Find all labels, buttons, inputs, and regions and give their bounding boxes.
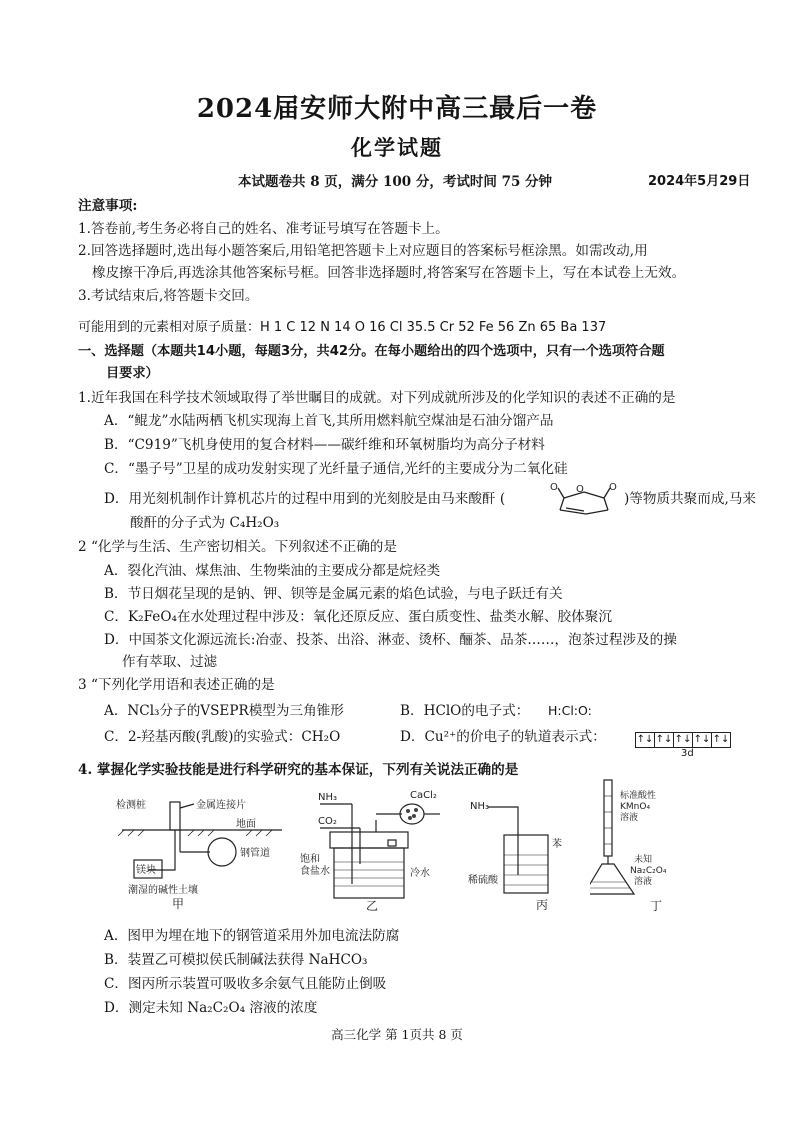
q4-stem: 4. 掌握化学实验技能是进行科学研究的基本保证，下列有关说法正确的是 (78, 762, 519, 778)
exam-date: 2024年5月29日 (648, 174, 751, 189)
q4-option-b: B．装置乙可模拟侯氏制碱法获得 NaHCO₃ (104, 952, 368, 968)
q2-option-a: A．裂化汽油、煤焦油、生物柴油的主要成分都是烷烃类 (104, 563, 441, 579)
fig-yi-label-1: NH₃ (318, 792, 338, 803)
svg-text:O: O (550, 482, 558, 493)
q3-option-a: A．NCl₃分子的VSEPR模型为三角锥形 (104, 703, 344, 719)
fig-bing-caption: 丙 (536, 898, 549, 912)
note-item: 3.考试结束后,将答题卡交回。 (78, 288, 259, 304)
fig-ding-label-2: KMnO₄ (620, 802, 651, 812)
svg-text:O: O (609, 482, 617, 493)
fig-jia-label-1: 检测桩 (116, 800, 146, 811)
q2-option-d: D．中国茶文化源远流长:冶壶、投茶、出浴、淋壶、烫杯、酾茶、品茶……，泡茶过程涉及的操 (104, 632, 677, 648)
fig-ding-label-6: 溶液 (634, 877, 653, 887)
exam-meta: 本试题卷共 8 页，满分 100 分，考试时间 75 分钟 (238, 174, 553, 190)
section-heading-cont: 目要求） (106, 366, 159, 381)
q4-option-a: A．图甲为埋在地下的钢管道采用外加电流法防腐 (104, 928, 400, 944)
figure-ding (590, 776, 700, 916)
q1-option-d: D．用光刻机制作计算机芯片的过程中用到的光刻胶是由马来酸酐 ( (104, 491, 506, 507)
q3-option-c: C．2-羟基丙酸(乳酸)的实验式：CH₂O (104, 729, 341, 745)
fig-yi-label-6: 冷水 (410, 868, 430, 879)
notes-heading: 注意事项: (78, 198, 138, 214)
fig-jia-label-4: 钢管道 (240, 848, 270, 859)
hclo-electron-formula: H:Cl:O: (548, 703, 592, 718)
q1-option-c: C．“墨子号”卫星的成功发射实现了光纤量子通信,光纤的主要成分为二氧化硅 (104, 461, 568, 477)
fig-ding-label-3: 溶液 (620, 813, 639, 823)
fig-jia-caption: 甲 (172, 897, 185, 910)
fig-jia-label-6: 潮湿的碱性土壤 (128, 885, 198, 896)
figure-bing (468, 795, 578, 913)
q3-option-b: B．HClO的电子式： (400, 703, 530, 719)
q2-option-d-cont: 作有萃取、过滤 (122, 654, 218, 670)
fig-jia-label-2: 金属连接片 (196, 800, 246, 811)
exam-title: 2024届安师大附中高三最后一卷 (196, 94, 598, 124)
fig-ding-label-5: Na₂C₂O₄ (630, 866, 667, 876)
q1-option-d-cont: )等物质共聚而成,马来 (624, 491, 756, 507)
q3-stem: 3 “下列化学用语和表述正确的是 (78, 677, 275, 693)
section-heading: 一、选择题（本题共14小题，每题3分，共42分。在每小题给出的四个选项中，只有一个选项符合题 (78, 344, 665, 359)
fig-yi-caption: 乙 (366, 899, 379, 912)
fig-bing-label-1: NH₃ (470, 801, 490, 812)
fig-yi-label-5: 食盐水 (300, 866, 330, 877)
page-footer: 高三化学 第 1页共 8 页 (331, 1027, 463, 1042)
q4-option-d: D．测定未知 Na₂C₂O₄ 溶液的浓度 (104, 1000, 318, 1016)
orbital-box: ↑↓ (673, 732, 693, 748)
orbital-box: ↑↓ (711, 732, 731, 748)
orbital-box: ↑↓ (692, 732, 712, 748)
q2-option-c: C．K₂FeO₄在水处理过程中涉及：氧化还原反应、蛋白质变性、盐类水解、胶体聚沉 (104, 609, 612, 625)
fig-jia-label-3: 地面 (236, 819, 256, 830)
fig-ding-label-1: 标准酸性 (620, 791, 657, 801)
fig-ding-caption: 丁 (650, 899, 663, 913)
fig-jia-label-5: 镁块 (136, 865, 156, 876)
exam-subtitle: 化学试题 (351, 135, 443, 160)
svg-text:O: O (576, 484, 584, 495)
note-item: 1.答卷前,考生务必将自己的姓名、准考证号填写在答题卡上。 (78, 221, 449, 237)
orbital-box: ↑↓ (654, 732, 674, 748)
q4-option-c: C．图丙所示装置可吸收多余氨气且能防止倒吸 (104, 976, 387, 992)
fig-yi-label-3: CaCl₂ (410, 790, 437, 801)
orbital-label: 3d (681, 748, 694, 759)
orbital-box: ↑↓ (635, 732, 655, 748)
fig-bing-label-3: 稀硫酸 (468, 875, 498, 886)
note-item: 2.回答选择题时,选出每小题答案后,用铅笔把答题卡上对应题目的答案标号框涂黑。如需改动,用 (78, 243, 648, 259)
q2-stem: 2 “化学与生活、生产密切相关。下列叙述不正确的是 (78, 539, 397, 555)
fig-yi-label-4: 饱和 (300, 854, 320, 865)
q1-option-b: B．“C919”飞机身使用的复合材料——碳纤维和环氧树脂均为高分子材料 (104, 437, 545, 453)
maleic-anhydride-structure (546, 478, 624, 524)
q3-option-d: D．Cu²⁺的价电子的轨道表示式： (400, 729, 606, 745)
q1-option-d-formula: 酸酐的分子式为 C₄H₂O₃ (130, 515, 280, 531)
fig-yi-label-2: CO₂ (318, 816, 337, 827)
figure-yi (300, 784, 460, 912)
fig-bing-label-2: 苯 (552, 839, 562, 850)
fig-ding-label-4: 未知 (634, 855, 653, 865)
figure-jia (112, 790, 292, 910)
atomic-masses: 可能用到的元素相对原子质量：H 1 C 12 N 14 O 16 Cl 35.5 Cr 52 Fe 56 Zn 65 Ba 137 (78, 320, 607, 335)
note-item: 橡皮擦干净后,再选涂其他答案标号框。回答非选择题时,将答案写在答题卡上，写在本试卷上无效。 (92, 265, 686, 281)
q2-option-b: B．节日烟花呈现的是钠、钾、钡等是金属元素的焰色试验，与电子跃迁有关 (104, 586, 563, 602)
q1-option-a: A．“鲲龙”水陆两栖飞机实现海上首飞,其所用燃料航空煤油是石油分馏产品 (104, 413, 554, 429)
q1-stem: 1.近年我国在科学技术领域取得了举世瞩目的成就。对下列成就所涉及的化学知识的表述不正确的是 (78, 390, 676, 406)
